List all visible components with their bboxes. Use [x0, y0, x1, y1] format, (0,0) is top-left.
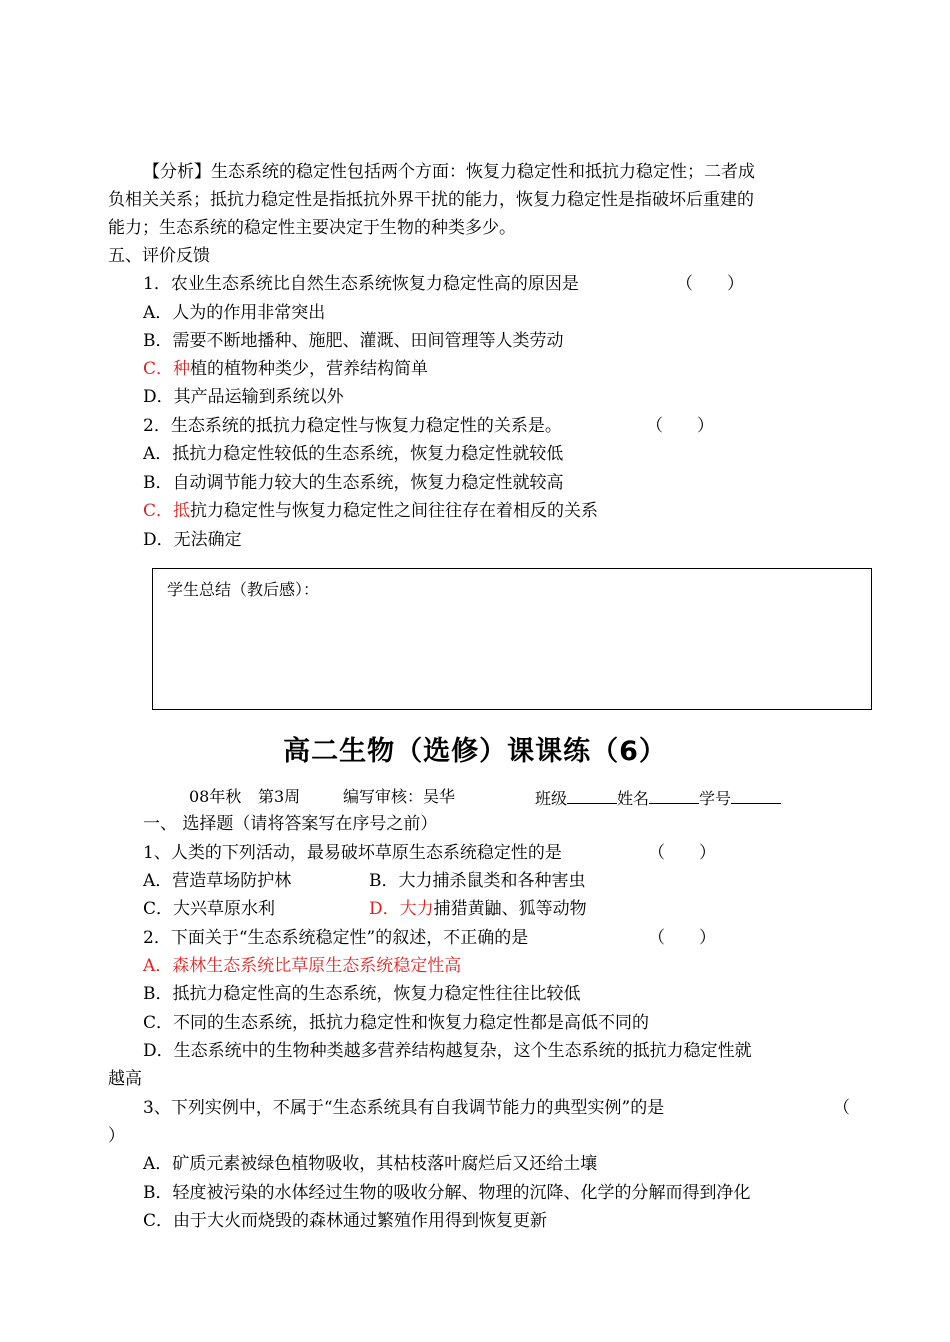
- answer-parenthesis: （ ）: [648, 843, 716, 863]
- option-text: 植的植物种类少，营养结构简单: [190, 359, 429, 379]
- option-c: C．由于大火而烧毁的森林通过繁殖作用得到恢复更新: [143, 1211, 548, 1231]
- answer-parenthesis-open: （: [833, 1098, 850, 1118]
- student-summary-box[interactable]: [152, 568, 872, 710]
- option-d: D．其产品运输到系统以外: [143, 387, 344, 407]
- option-a: A．营造草场防护林: [143, 871, 292, 891]
- exercise-title: 高二生物（选修）课课练（6）: [283, 736, 667, 767]
- option-d: [369, 898, 587, 920]
- section-heading-feedback: 五、评价反馈: [108, 246, 210, 266]
- option-a: A．抵抗力稳定性较低的生态系统，恢复力稳定性就较低: [143, 444, 564, 464]
- summary-label: 学生总结（教后感）：: [167, 580, 320, 599]
- answer-highlight: C．种: [143, 359, 191, 379]
- term-label: 08年秋: [189, 787, 242, 806]
- question-1-stem: 1、人类的下列活动，最易破坏草原生态系统稳定性的是: [143, 843, 562, 863]
- question-2-stem: 2．生态系统的抵抗力稳定性与恢复力稳定性的关系是。: [143, 416, 562, 436]
- answer-parenthesis: （ ）: [646, 416, 714, 436]
- option-a: A．森林生态系统比草原生态系统稳定性高: [143, 956, 462, 976]
- class-blank[interactable]: [567, 786, 617, 804]
- option-b: B．自动调节能力较大的生态系统，恢复力稳定性就较高: [143, 473, 564, 493]
- answer-highlight: C．抵: [143, 501, 191, 521]
- analysis-line-3: 能力；生态系统的稳定性主要决定于生物的种类多少。: [108, 218, 516, 238]
- option-a: A．人为的作用非常突出: [143, 303, 326, 323]
- option-text: 抗力稳定性与恢复力稳定性之间往往存在着相反的关系: [190, 501, 599, 521]
- answer-parenthesis-close: ）: [108, 1126, 125, 1146]
- question-2-stem: 2．下面关于“生态系统稳定性”的叙述，不正确的是: [143, 928, 529, 948]
- option-b: B．需要不断地播种、施肥、灌溉、田间管理等人类劳动: [143, 331, 564, 351]
- option-c: C．大兴草原水利: [143, 899, 276, 919]
- analysis-line-2: 负相关关系；抵抗力稳定性是指抵抗外界干扰的能力，恢复力稳定性是指破坏后重建的: [108, 190, 754, 210]
- id-blank[interactable]: [731, 786, 781, 804]
- option-b: B．大力捕杀鼠类和各种害虫: [369, 871, 586, 891]
- option-text: 捕猎黄鼬、狐等动物: [433, 899, 587, 919]
- option-d-continued: 越高: [108, 1069, 142, 1089]
- week-label: 第3周: [258, 787, 301, 806]
- id-label: 学号: [699, 789, 732, 808]
- section-heading-choice: 一、 选择题（请将答案写在序号之前）: [143, 814, 438, 834]
- question-text: 1．农业生态系统比自然生态系统恢复力稳定性高的原因是: [143, 274, 579, 294]
- option-a: A．矿质元素被绿色植物吸收，其枯枝落叶腐烂后又还给土壤: [143, 1154, 598, 1174]
- answer-parenthesis: （ ）: [676, 274, 744, 294]
- option-d: D．生态系统中的生物种类越多营养结构越复杂，这个生态系统的抵抗力稳定性就: [143, 1041, 752, 1061]
- option-b: B．抵抗力稳定性高的生态系统，恢复力稳定性往往比较低: [143, 984, 581, 1004]
- name-label: 姓名: [617, 789, 650, 808]
- question-1-stem: [143, 273, 579, 295]
- analysis-line-1: 【分析】生态系统的稳定性包括两个方面：恢复力稳定性和抵抗力稳定性；二者成: [143, 162, 755, 182]
- question-3-stem: 3、下列实例中，不属于“生态系统具有自我调节能力的典型实例”的是: [143, 1098, 665, 1118]
- editor-label: 编写审核：吴华: [343, 787, 456, 806]
- answer-parenthesis: （ ）: [648, 928, 716, 948]
- option-b: B．轻度被污染的水体经过生物的吸收分解、物理的沉降、化学的分解而得到净化: [143, 1183, 751, 1203]
- class-label: 班级: [535, 789, 568, 808]
- student-info-fields: [535, 786, 781, 810]
- option-d: D．无法确定: [143, 530, 242, 550]
- option-c: C．不同的生态系统，抵抗力稳定性和恢复力稳定性都是高低不同的: [143, 1013, 650, 1033]
- answer-highlight: D．大力: [369, 899, 434, 919]
- option-c: [143, 500, 598, 522]
- name-blank[interactable]: [649, 786, 699, 804]
- option-c: [143, 358, 428, 380]
